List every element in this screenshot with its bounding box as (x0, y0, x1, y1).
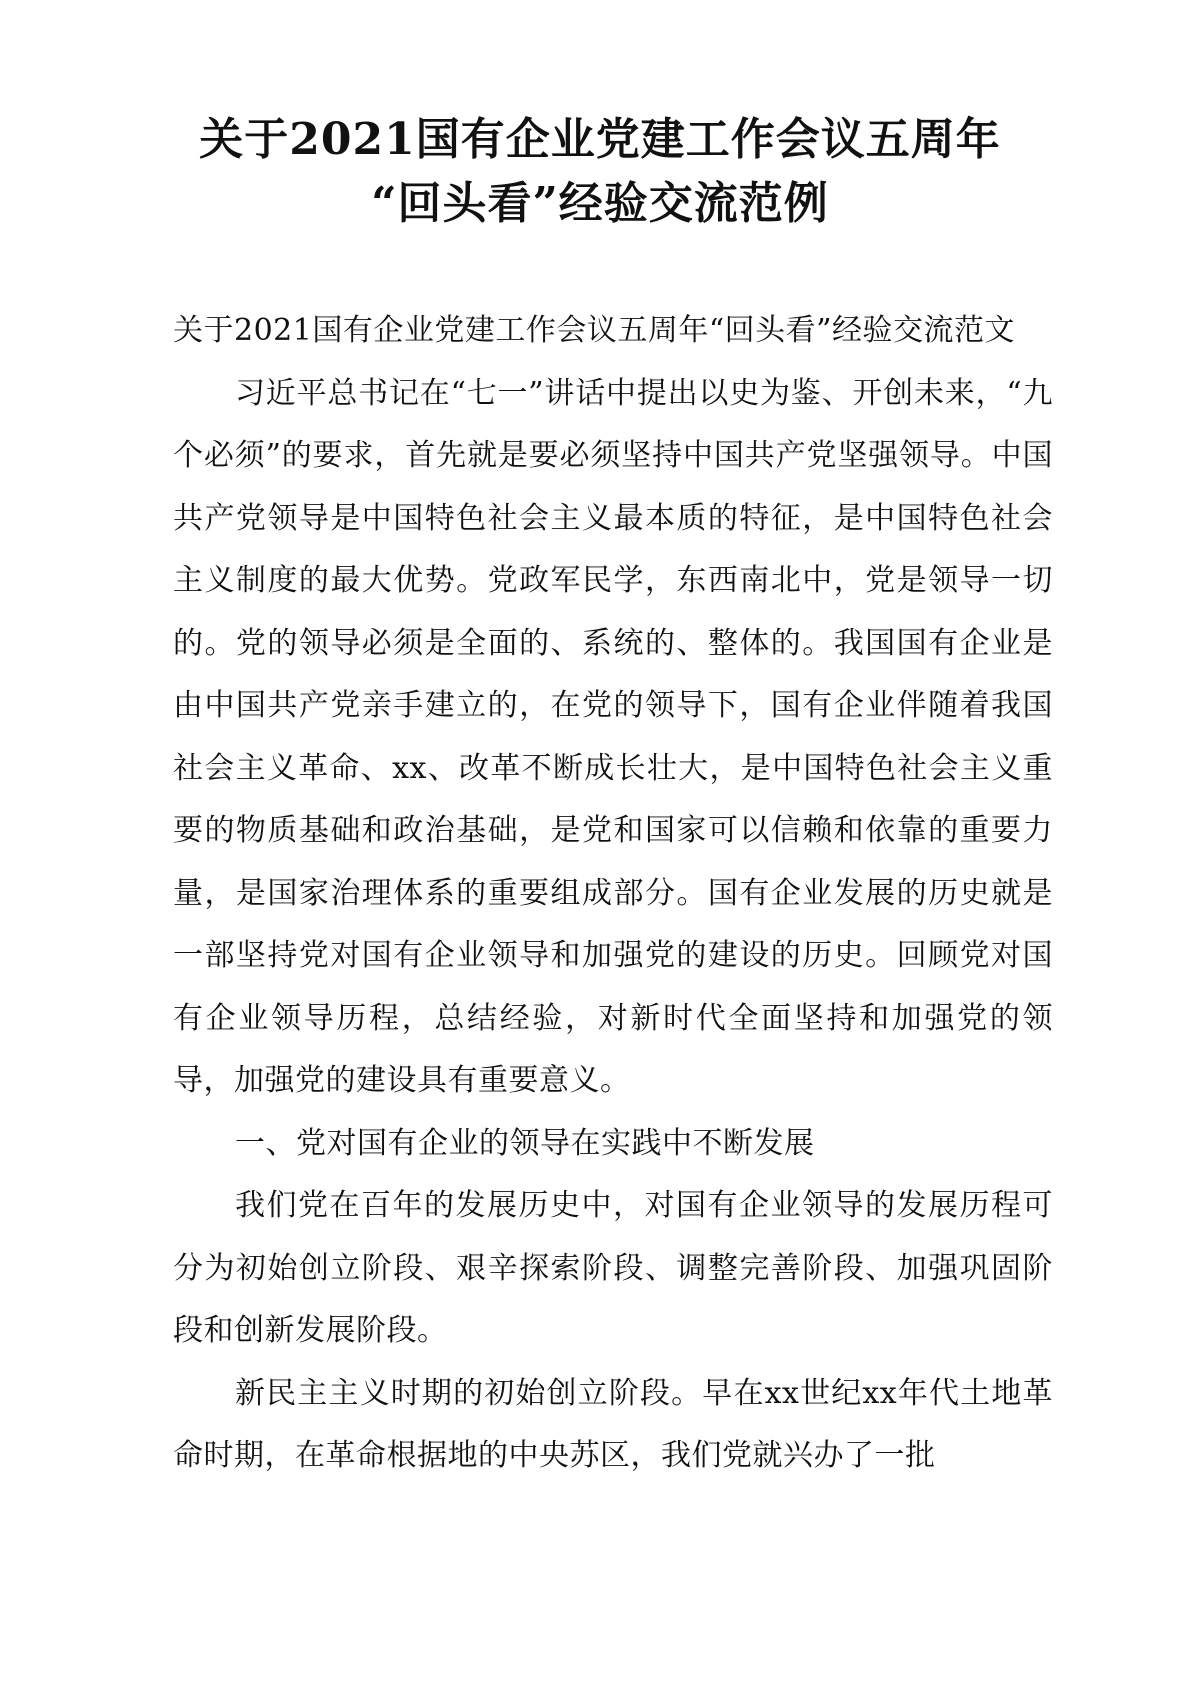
title-line-1: 关于2021国有企业党建工作会议五周年 (199, 114, 1001, 165)
paragraph-stages: 我们党在百年的发展历史中，对国有企业领导的发展历程可分为初始创立阶段、艰辛探索阶段、调整完善阶段、加强巩固阶段和创新发展阶段。 (173, 1188, 1053, 1348)
section-heading-1: 一、党对国有企业的领导在实践中不断发展 (235, 1125, 815, 1161)
paragraph-intro: 习近平总书记在“七一”讲话中提出以史为鉴、开创未来，“九个必须”的要求，首先就是要必须坚持中国共产党坚强领导。中国共产党领导是中国特色社会主义最本质的特征，是中国特色社会主义制度的最大优势。党政军民学，东西南北中，党是领导一切的。党的领导必须是全面的、系统的、整体的。我国国有企业是由中国共产党亲手建立的，在党的领导下，国有企业伴随着我国社会主义革命、xx、改革不断成长壮大，是中国特色社会主义重要的物质基础和政治基础，是党和国家可以信赖和依靠的重要力量，是国家治理体系的重要组成部分。国有企业发展的历史就是一部坚持党对国有企业领导和加强党的建设的历史。回顾党对国有企业领导历程，总结经验，对新时代全面坚持和加强党的领导，加强党的建设具有重要意义。 (173, 375, 1053, 1098)
document-title (170, 108, 1030, 236)
document-body (173, 300, 1053, 1488)
document-subtitle: 关于2021国有企业党建工作会议五周年“回头看”经验交流范文 (173, 313, 1016, 348)
title-line-2: “回头看”经验交流范例 (371, 178, 829, 229)
paragraph-new-democracy: 新民主主义时期的初始创立阶段。早在xx世纪xx年代土地革命时期，在革命根据地的中央苏区，我们党就兴办了一批 (173, 1375, 1053, 1473)
